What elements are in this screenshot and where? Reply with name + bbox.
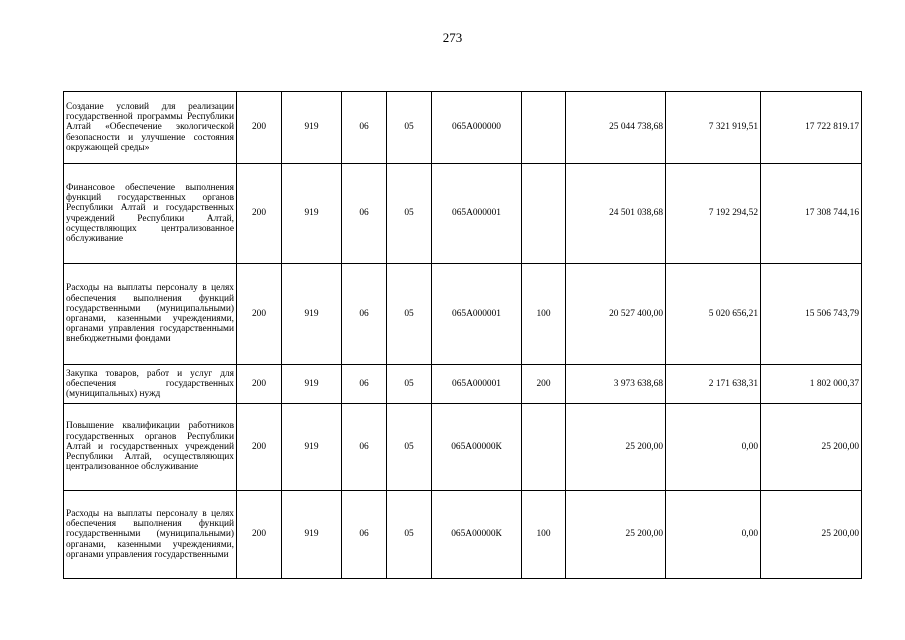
ministry-code-cell: 919	[282, 92, 342, 164]
expense-type-cell: 100	[522, 264, 566, 365]
row-description: Расходы на выплаты персоналу в целях обеспечения выполнения функций государственными (муниципальными) органами, казенными учреждениями, органами управления государственными внебюджетными фондами	[64, 264, 237, 365]
amount-cell: 3 973 638,68	[566, 365, 666, 404]
target-article-cell: 065А000001	[432, 164, 522, 264]
code-cell: 200	[237, 404, 282, 491]
target-article-cell: 065А000000	[432, 92, 522, 164]
subsection-cell: 05	[387, 92, 432, 164]
subsection-cell: 05	[387, 491, 432, 579]
expense-type-cell	[522, 164, 566, 264]
subsection-cell: 05	[387, 264, 432, 365]
table-row	[64, 164, 862, 264]
ministry-code-cell: 919	[282, 264, 342, 365]
page-number: 273	[442, 30, 463, 45]
amount-cell: 24 501 038,68	[566, 164, 666, 264]
section-cell: 06	[342, 164, 387, 264]
amount-cell: 25 200,00	[566, 491, 666, 579]
row-description: Создание условий для реализации государственной программы Республики Алтай «Обеспечение экологической безопасности и улучшение состояния окружающей среды»	[64, 92, 237, 164]
amount-cell: 25 200,00	[566, 404, 666, 491]
code-cell: 200	[237, 92, 282, 164]
table-row	[64, 365, 862, 404]
target-article-cell: 065А000001	[432, 365, 522, 404]
amount-cell: 2 171 638,31	[666, 365, 761, 404]
expense-type-cell	[522, 404, 566, 491]
amount-cell: 25 044 738,68	[566, 92, 666, 164]
amount-cell: 15 506 743,79	[761, 264, 862, 365]
table-row	[64, 404, 862, 491]
row-description: Повышение квалификации работников государственных органов Республики Алтай и государственных учреждений Республики Алтай, осуществляющих централизованное обслуживание	[64, 404, 237, 491]
target-article-cell: 065А00000К	[432, 404, 522, 491]
amount-cell: 25 200,00	[761, 404, 862, 491]
amount-cell: 20 527 400,00	[566, 264, 666, 365]
target-article-cell: 065А000001	[432, 264, 522, 365]
table-row	[64, 491, 862, 579]
target-article-cell: 065А00000К	[432, 491, 522, 579]
section-cell: 06	[342, 491, 387, 579]
code-cell: 200	[237, 491, 282, 579]
subsection-cell: 05	[387, 404, 432, 491]
subsection-cell: 05	[387, 365, 432, 404]
row-description: Закупка товаров, работ и услуг для обеспечения государственных (муниципальных) нужд	[64, 365, 237, 404]
table-row	[64, 264, 862, 365]
row-description: Расходы на выплаты персоналу в целях обеспечения выполнения функций государственными (муниципальными) органами, казенными учреждениями, органами управления государственными	[64, 491, 237, 579]
amount-cell: 7 321 919,51	[666, 92, 761, 164]
expense-type-cell: 100	[522, 491, 566, 579]
amount-cell: 0,00	[666, 491, 761, 579]
amount-cell: 17 308 744,16	[761, 164, 862, 264]
expense-type-cell	[522, 92, 566, 164]
ministry-code-cell: 919	[282, 365, 342, 404]
ministry-code-cell: 919	[282, 491, 342, 579]
code-cell: 200	[237, 264, 282, 365]
section-cell: 06	[342, 264, 387, 365]
amount-cell: 0,00	[666, 404, 761, 491]
ministry-code-cell: 919	[282, 164, 342, 264]
row-description: Финансовое обеспечение выполнения функций государственных органов Республики Алтай и государственных учреждений Республики Алтай, осуществляющих централизованное обслуживание	[64, 164, 237, 264]
expense-type-cell: 200	[522, 365, 566, 404]
code-cell: 200	[237, 365, 282, 404]
amount-cell: 1 802 000,37	[761, 365, 862, 404]
amount-cell: 25 200,00	[761, 491, 862, 579]
budget-table	[63, 91, 862, 579]
amount-cell: 17 722 819.17	[761, 92, 862, 164]
ministry-code-cell: 919	[282, 404, 342, 491]
subsection-cell: 05	[387, 164, 432, 264]
section-cell: 06	[342, 365, 387, 404]
section-cell: 06	[342, 92, 387, 164]
code-cell: 200	[237, 164, 282, 264]
amount-cell: 7 192 294,52	[666, 164, 761, 264]
section-cell: 06	[342, 404, 387, 491]
amount-cell: 5 020 656,21	[666, 264, 761, 365]
table-row	[64, 92, 862, 164]
